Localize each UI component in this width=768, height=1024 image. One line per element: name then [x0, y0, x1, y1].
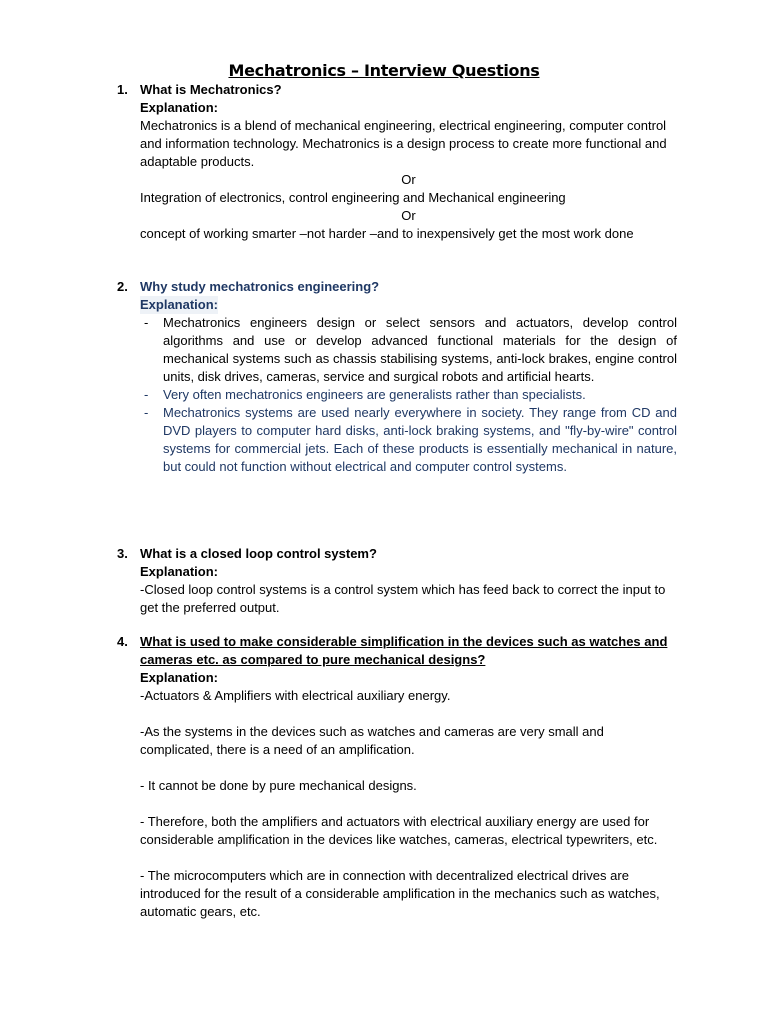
- question-4-number: 4.: [117, 634, 128, 649]
- question-4-paragraph-3: - It cannot be done by pure mechanical designs.: [140, 778, 417, 793]
- question-4: [117, 633, 677, 921]
- question-3-paragraph-1: -Closed loop control systems is a control system which has feed back to correct the input to get the preferred output.: [140, 582, 666, 615]
- question-4-paragraph-1: -Actuators & Amplifiers with electrical auxiliary energy.: [140, 688, 451, 703]
- question-3-explanation-label: Explanation:: [140, 564, 219, 579]
- question-3: [117, 545, 677, 617]
- question-1-paragraph-3: concept of working smarter –not harder –and to inexpensively get the most work done: [140, 226, 634, 241]
- question-4-text: What is used to make considerable simplification in the devices such as watches and cameras etc. as compared to pure mechanical designs?: [140, 634, 668, 667]
- document-title: Mechatronics – Interview Questions: [228, 61, 540, 80]
- question-1-or-1: Or: [401, 172, 416, 187]
- question-3-text: What is a closed loop control system?: [140, 546, 377, 561]
- question-1-text: What is Mechatronics?: [140, 82, 282, 97]
- question-1-number: 1.: [117, 82, 128, 97]
- question-4-paragraph-2: -As the systems in the devices such as watches and cameras are very small and complicated, there is a need of an amplification.: [140, 724, 604, 757]
- question-1-paragraph-1: Mechatronics is a blend of mechanical engineering, electrical engineering, computer control and information technology. Mechatronics is a design process to create more functional and adaptable products.: [140, 118, 667, 169]
- question-2-bullet-2: - Very often mechatronics engineers are generalists rather than specialists.: [140, 386, 677, 404]
- question-4-explanation-label: Explanation:: [140, 670, 219, 685]
- question-2-explanation-label: Explanation:: [140, 297, 219, 312]
- question-2-bullet-list: [140, 314, 677, 476]
- question-4-paragraph-4: - Therefore, both the amplifiers and actuators with electrical auxiliary energy are used for considerable amplification in the devices like watches, cameras, electrical typewriters, etc.: [140, 814, 658, 847]
- question-2-number: 2.: [117, 279, 128, 294]
- question-3-number: 3.: [117, 546, 128, 561]
- question-2-bullet-1: - Mechatronics engineers design or select sensors and actuators, develop control algorithms and use or develop advanced functional materials for the design of mechanical systems such as chassis stabilising systems, anti-lock brakes, engine control units, disk drives, cameras, service and surgical robots and artificial hearts.: [140, 314, 677, 386]
- question-1-explanation-label: Explanation:: [140, 100, 219, 115]
- question-2-text: Why study mechatronics engineering?: [140, 279, 380, 294]
- question-1: [117, 81, 677, 243]
- question-2: [117, 278, 677, 476]
- question-2-bullet-3: - Mechatronics systems are used nearly everywhere in society. They range from CD and DVD players to computer hard disks, anti-lock braking systems, and "fly-by-wire" control systems for commercial jets. Each of these products is essentially mechanical in nature, but could not function without electrical and computer control systems.: [140, 404, 677, 476]
- question-4-paragraph-5: - The microcomputers which are in connection with decentralized electrical drives are introduced for the result of a considerable amplification in the mechanics such as watches, automatic gears, etc.: [140, 868, 660, 919]
- question-1-or-2: Or: [401, 208, 416, 223]
- question-1-paragraph-2: Integration of electronics, control engineering and Mechanical engineering: [140, 190, 566, 205]
